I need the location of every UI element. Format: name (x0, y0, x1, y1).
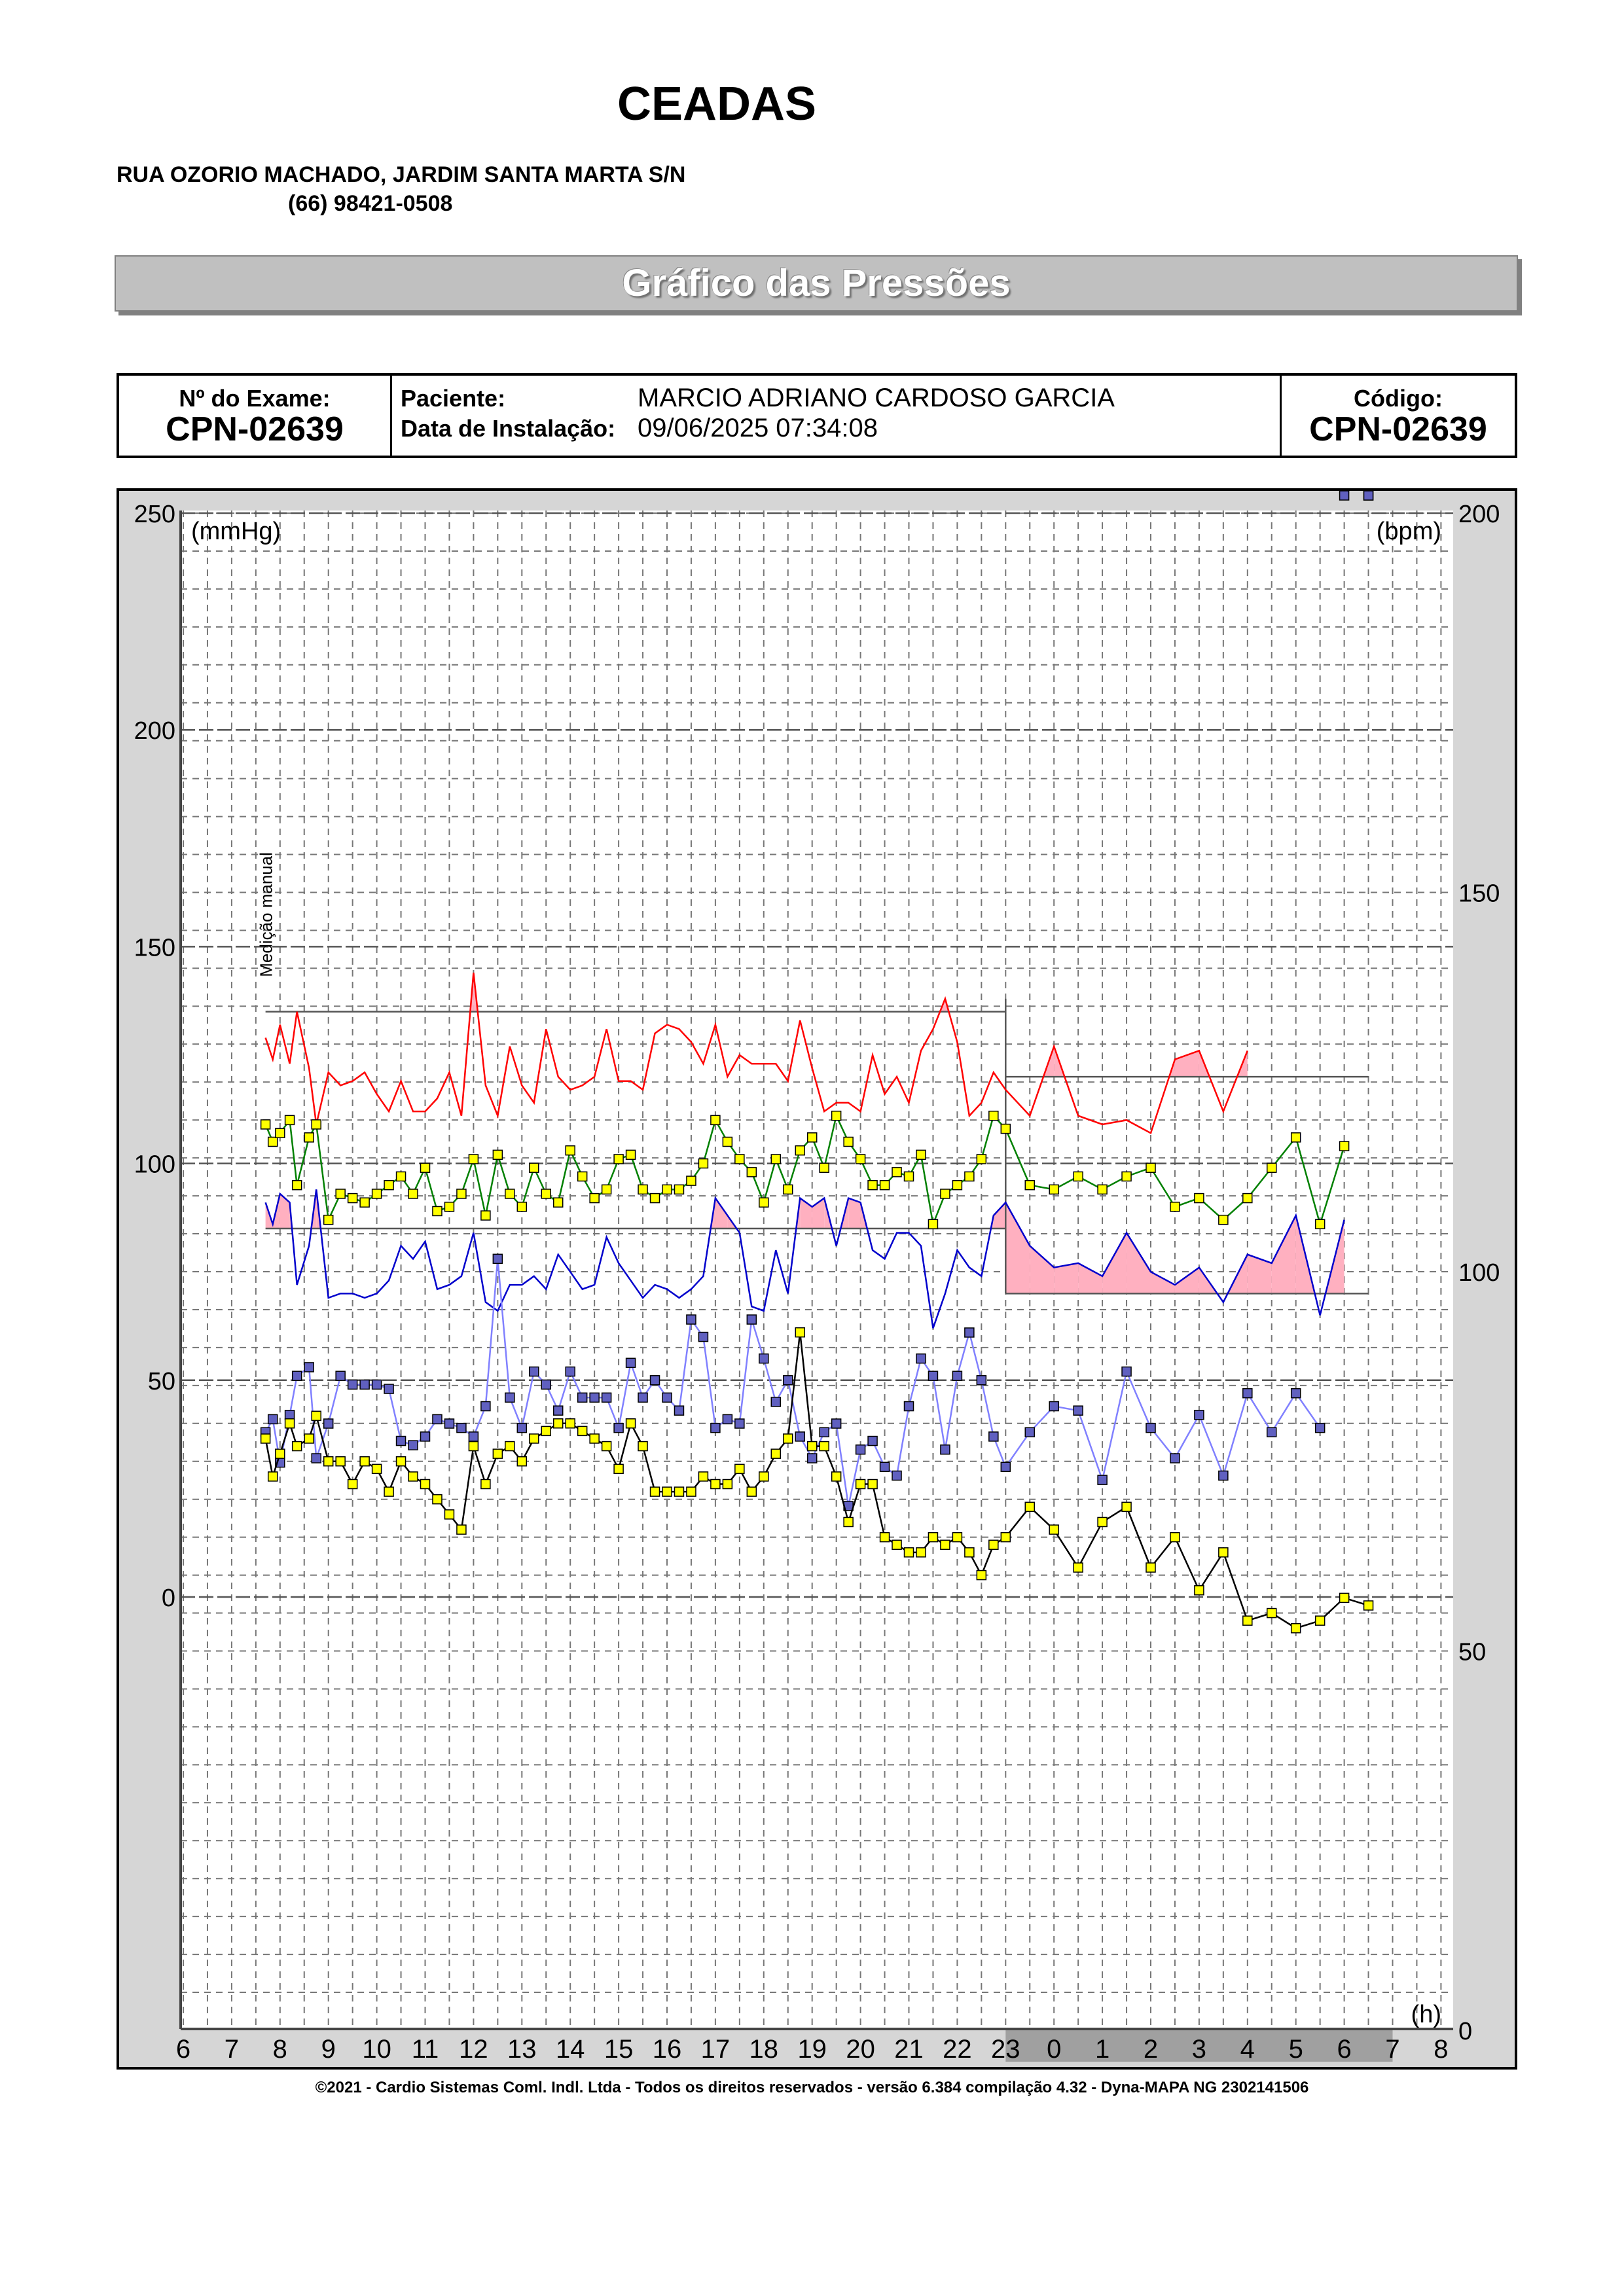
data-point (747, 1487, 756, 1496)
data-point (1340, 1141, 1349, 1151)
data-point (808, 1442, 817, 1451)
data-point (336, 1371, 345, 1380)
data-point (481, 1211, 490, 1220)
data-point (784, 1434, 793, 1443)
clinic-phone: (66) 98421-0508 (288, 191, 453, 216)
data-point (590, 1434, 599, 1443)
data-point (698, 1333, 708, 1342)
data-point (723, 1480, 732, 1489)
report-banner (115, 255, 1518, 312)
data-point (1219, 1548, 1228, 1557)
data-point (1364, 1601, 1373, 1610)
x-tick-label: 19 (797, 2035, 827, 2064)
data-point (1219, 1215, 1228, 1225)
data-point (832, 1419, 841, 1428)
data-point (324, 1215, 333, 1225)
data-point (1195, 1194, 1204, 1203)
data-point (336, 1189, 345, 1198)
left-tick-label: 0 (161, 1585, 175, 1612)
data-point (820, 1442, 829, 1451)
pressure-chart-svg (119, 491, 1515, 2067)
data-point (1074, 1563, 1083, 1572)
data-point (952, 1181, 962, 1190)
data-point (868, 1181, 877, 1190)
copyright-footer: ©2021 - Cardio Sistemas Coml. Indl. Ltda - Todos os direitos reservados - versão 6.384 compilação 4.32 - Dyna-MAPA NG 2302141506 (315, 2079, 1309, 2096)
data-point (868, 1437, 877, 1446)
data-point (372, 1464, 382, 1473)
data-point (1316, 1219, 1325, 1229)
data-point (1170, 1202, 1180, 1211)
data-point (1098, 1475, 1107, 1484)
data-point (928, 1533, 937, 1542)
data-point (566, 1367, 575, 1376)
data-point (651, 1376, 660, 1385)
data-point (457, 1189, 466, 1198)
data-point (285, 1410, 295, 1420)
data-point (554, 1419, 563, 1428)
data-point (905, 1172, 914, 1181)
data-point (372, 1380, 382, 1389)
data-point (408, 1472, 418, 1481)
data-point (820, 1427, 829, 1437)
data-point (312, 1454, 321, 1463)
data-point (711, 1480, 720, 1489)
data-point (397, 1437, 406, 1446)
data-point (1291, 1624, 1301, 1633)
data-point (965, 1328, 974, 1337)
x-tick-label: 18 (749, 2035, 779, 2064)
left-tick-label: 150 (134, 934, 175, 962)
data-point (662, 1393, 672, 1402)
data-point (1267, 1163, 1276, 1172)
x-tick-label: 5 (1288, 2035, 1303, 2064)
data-point (312, 1120, 321, 1129)
data-point (626, 1419, 636, 1428)
data-point (856, 1445, 865, 1454)
data-point (1243, 1616, 1252, 1625)
data-point (433, 1414, 442, 1424)
data-point (530, 1163, 539, 1172)
clinic-address: RUA OZORIO MACHADO, JARDIM SANTA MARTA S/N (117, 162, 686, 187)
data-point (1074, 1406, 1083, 1415)
data-point (808, 1133, 817, 1142)
data-point (844, 1137, 853, 1146)
x-tick-label: 9 (321, 2035, 336, 2064)
data-point (530, 1367, 539, 1376)
data-point (457, 1424, 466, 1433)
data-point (735, 1464, 744, 1473)
data-point (530, 1434, 539, 1443)
data-point (590, 1393, 599, 1402)
left-tick-label: 100 (134, 1151, 175, 1179)
data-point (433, 1495, 442, 1504)
data-point (977, 1376, 986, 1385)
data-point (360, 1457, 369, 1466)
data-point (324, 1419, 333, 1428)
data-point (1098, 1517, 1107, 1526)
data-point (421, 1432, 430, 1441)
data-point (759, 1472, 768, 1481)
exam-info-table (117, 373, 1517, 458)
x-tick-label: 6 (175, 2035, 191, 2064)
data-point (336, 1457, 345, 1466)
data-point (614, 1155, 623, 1164)
data-point (1195, 1586, 1204, 1595)
data-point (747, 1315, 756, 1324)
data-point (916, 1150, 926, 1159)
left-tick-label: 250 (134, 501, 175, 528)
data-point (965, 1548, 974, 1557)
data-point (505, 1189, 514, 1198)
data-point (384, 1487, 393, 1496)
x-tick-label: 2 (1143, 2035, 1159, 2064)
data-point (989, 1540, 998, 1549)
data-point (1146, 1424, 1155, 1433)
data-point (444, 1510, 454, 1519)
data-point (1049, 1525, 1058, 1534)
data-point (578, 1393, 587, 1402)
data-point (928, 1219, 937, 1229)
data-point (408, 1189, 418, 1198)
x-tick-label: 21 (894, 2035, 924, 2064)
data-point (304, 1434, 314, 1443)
data-point (372, 1189, 382, 1198)
limit-exceed-area (1054, 1263, 1078, 1293)
data-point (687, 1176, 696, 1185)
data-point (687, 1315, 696, 1324)
data-point (1025, 1502, 1034, 1511)
data-point (469, 1442, 478, 1451)
data-point (481, 1480, 490, 1489)
data-point (1001, 1124, 1010, 1134)
x-tick-label: 8 (1434, 2035, 1449, 2064)
data-point (1122, 1502, 1131, 1511)
data-point (408, 1441, 418, 1450)
data-point (687, 1487, 696, 1496)
data-point (614, 1424, 623, 1433)
right-tick-label: 50 (1458, 1638, 1487, 1666)
data-point (554, 1406, 563, 1415)
data-point (892, 1540, 901, 1549)
x-tick-label: 0 (1047, 2035, 1062, 2064)
data-point (651, 1487, 660, 1496)
code-cell (1280, 376, 1515, 456)
data-point (905, 1402, 914, 1411)
data-point (941, 1540, 950, 1549)
data-point (614, 1464, 623, 1473)
data-point (771, 1155, 780, 1164)
data-point (384, 1181, 393, 1190)
data-point (261, 1434, 270, 1443)
data-point (1291, 1133, 1301, 1142)
data-point (517, 1202, 526, 1211)
data-point (784, 1185, 793, 1194)
data-point (360, 1198, 369, 1207)
right-tick-label: 150 (1458, 880, 1500, 908)
right-tick-label: 200 (1458, 501, 1500, 528)
data-point (1267, 1609, 1276, 1618)
data-point (566, 1146, 575, 1155)
data-point (1291, 1389, 1301, 1398)
data-point (602, 1185, 611, 1194)
data-point (662, 1487, 672, 1496)
data-point (952, 1371, 962, 1380)
data-point (348, 1480, 357, 1489)
data-point (517, 1457, 526, 1466)
data-point (1074, 1172, 1083, 1181)
data-point (469, 1432, 478, 1441)
data-point (880, 1181, 890, 1190)
data-point (541, 1189, 550, 1198)
data-point (759, 1354, 768, 1363)
data-point (662, 1185, 672, 1194)
data-point (638, 1442, 647, 1451)
data-point (493, 1254, 502, 1263)
data-point (941, 1189, 950, 1198)
data-point (578, 1426, 587, 1435)
data-point (892, 1168, 901, 1177)
x-tick-label: 20 (846, 2035, 875, 2064)
data-point (1340, 491, 1349, 500)
data-point (276, 1449, 285, 1458)
data-point (626, 1150, 636, 1159)
data-point (457, 1525, 466, 1534)
data-point (293, 1371, 302, 1380)
data-point (444, 1419, 454, 1428)
data-point (1195, 1410, 1204, 1420)
data-point (285, 1419, 295, 1428)
report-title: Gráfico das Pressões (622, 262, 1011, 304)
data-point (638, 1393, 647, 1402)
data-point (626, 1358, 636, 1367)
data-point (1340, 1593, 1349, 1602)
data-point (856, 1155, 865, 1164)
data-point (421, 1163, 430, 1172)
data-point (795, 1432, 804, 1441)
data-point (808, 1454, 817, 1463)
install-date-value: 09/06/2025 07:34:08 (638, 414, 878, 442)
left-unit-label: (mmHg) (191, 518, 281, 545)
code-label: Código: (1354, 385, 1443, 412)
data-point (674, 1487, 683, 1496)
data-point (832, 1472, 841, 1481)
data-point (285, 1115, 295, 1124)
data-point (795, 1328, 804, 1337)
x-tick-label: 12 (459, 2035, 488, 2064)
data-point (384, 1384, 393, 1393)
data-point (1001, 1533, 1010, 1542)
data-point (397, 1457, 406, 1466)
x-tick-label: 7 (224, 2035, 240, 2064)
x-tick-label: 4 (1240, 2035, 1255, 2064)
data-point (1243, 1194, 1252, 1203)
data-point (651, 1194, 660, 1203)
data-point (444, 1202, 454, 1211)
data-point (941, 1445, 950, 1454)
data-point (1122, 1367, 1131, 1376)
data-point (590, 1194, 599, 1203)
data-point (977, 1155, 986, 1164)
data-point (1316, 1424, 1325, 1433)
clinic-title: CEADAS (617, 78, 817, 130)
x-tick-label: 13 (507, 2035, 537, 2064)
data-point (261, 1120, 270, 1129)
data-point (1049, 1402, 1058, 1411)
data-point (578, 1172, 587, 1181)
data-point (1049, 1185, 1058, 1194)
right-unit-label: (bpm) (1376, 518, 1441, 545)
data-point (1219, 1471, 1228, 1480)
data-point (711, 1115, 720, 1124)
data-point (505, 1393, 514, 1402)
left-tick-label: 200 (134, 717, 175, 745)
data-point (965, 1172, 974, 1181)
code-value: CPN-02639 (1309, 410, 1487, 448)
data-point (1025, 1427, 1034, 1437)
data-point (304, 1133, 314, 1142)
data-point (674, 1406, 683, 1415)
data-point (312, 1411, 321, 1420)
data-point (602, 1442, 611, 1451)
exam-number-label: Nº do Exame: (179, 385, 331, 412)
patient-name: MARCIO ADRIANO CARDOSO GARCIA (638, 384, 1115, 412)
data-point (1146, 1563, 1155, 1572)
data-point (795, 1146, 804, 1155)
pressure-chart (117, 488, 1517, 2070)
data-point (1001, 1462, 1010, 1471)
data-point (1025, 1181, 1034, 1190)
data-point (268, 1414, 278, 1424)
data-point (1146, 1163, 1155, 1172)
data-point (481, 1402, 490, 1411)
data-point (674, 1185, 683, 1194)
data-point (541, 1380, 550, 1389)
x-tick-label: 14 (555, 2035, 585, 2064)
data-point (360, 1380, 369, 1389)
data-point (638, 1185, 647, 1194)
data-point (832, 1111, 841, 1121)
data-point (880, 1462, 890, 1471)
data-point (554, 1198, 563, 1207)
data-point (1170, 1533, 1180, 1542)
data-point (1170, 1454, 1180, 1463)
x-tick-label: 3 (1191, 2035, 1207, 2064)
data-point (493, 1449, 502, 1458)
x-tick-label: 11 (411, 2035, 439, 2064)
x-tick-label: 15 (604, 2035, 634, 2064)
data-point (759, 1198, 768, 1207)
data-point (1122, 1172, 1131, 1181)
left-tick-label: 50 (147, 1367, 175, 1395)
data-point (723, 1137, 732, 1146)
data-point (723, 1414, 732, 1424)
data-point (517, 1424, 526, 1433)
data-point (771, 1449, 780, 1458)
data-point (324, 1457, 333, 1466)
data-point (892, 1471, 901, 1480)
data-point (856, 1480, 865, 1489)
manual-measurement-annotation: Medição manual (256, 852, 276, 977)
data-point (952, 1533, 962, 1542)
data-point (421, 1480, 430, 1489)
data-point (293, 1442, 302, 1451)
data-point (868, 1480, 877, 1489)
data-point (304, 1363, 314, 1372)
data-point (784, 1376, 793, 1385)
data-point (977, 1571, 986, 1580)
x-tick-label: 7 (1385, 2035, 1400, 2064)
data-point (268, 1472, 278, 1481)
data-point (276, 1128, 285, 1138)
data-point (905, 1548, 914, 1557)
data-point (880, 1533, 890, 1542)
data-point (348, 1194, 357, 1203)
x-tick-label: 8 (272, 2035, 287, 2064)
data-point (928, 1371, 937, 1380)
data-point (348, 1380, 357, 1389)
patient-label: Paciente: (401, 385, 506, 412)
install-date-label: Data de Instalação: (401, 415, 616, 442)
exam-number-value: CPN-02639 (166, 410, 344, 448)
right-tick-label: 0 (1458, 2018, 1473, 2045)
data-point (1364, 491, 1373, 500)
data-point (989, 1432, 998, 1441)
x-unit-label: (h) (1411, 2001, 1441, 2028)
x-tick-label: 16 (652, 2035, 682, 2064)
data-point (268, 1137, 278, 1146)
data-point (916, 1548, 926, 1557)
data-point (771, 1397, 780, 1407)
data-point (698, 1159, 708, 1168)
data-point (566, 1419, 575, 1428)
data-point (1243, 1389, 1252, 1398)
data-point (989, 1111, 998, 1121)
data-point (293, 1181, 302, 1190)
data-point (433, 1206, 442, 1215)
x-tick-label: 6 (1337, 2035, 1352, 2064)
data-point (397, 1172, 406, 1181)
data-point (469, 1155, 478, 1164)
x-tick-label: 10 (362, 2035, 391, 2064)
data-point (711, 1424, 720, 1433)
data-point (493, 1150, 502, 1159)
data-point (735, 1155, 744, 1164)
data-point (602, 1393, 611, 1402)
data-point (844, 1517, 853, 1526)
data-point (1098, 1185, 1107, 1194)
x-tick-label: 1 (1094, 2035, 1110, 2064)
data-point (747, 1168, 756, 1177)
x-tick-label: 23 (991, 2035, 1020, 2064)
exam-number-cell (119, 376, 392, 456)
data-point (505, 1442, 514, 1451)
data-point (916, 1354, 926, 1363)
data-point (698, 1472, 708, 1481)
x-tick-label: 22 (943, 2035, 972, 2064)
right-tick-label: 100 (1458, 1259, 1500, 1287)
data-point (1316, 1616, 1325, 1625)
data-point (820, 1163, 829, 1172)
data-point (541, 1426, 550, 1435)
data-point (735, 1419, 744, 1428)
data-point (1267, 1427, 1276, 1437)
x-tick-label: 17 (700, 2035, 731, 2064)
